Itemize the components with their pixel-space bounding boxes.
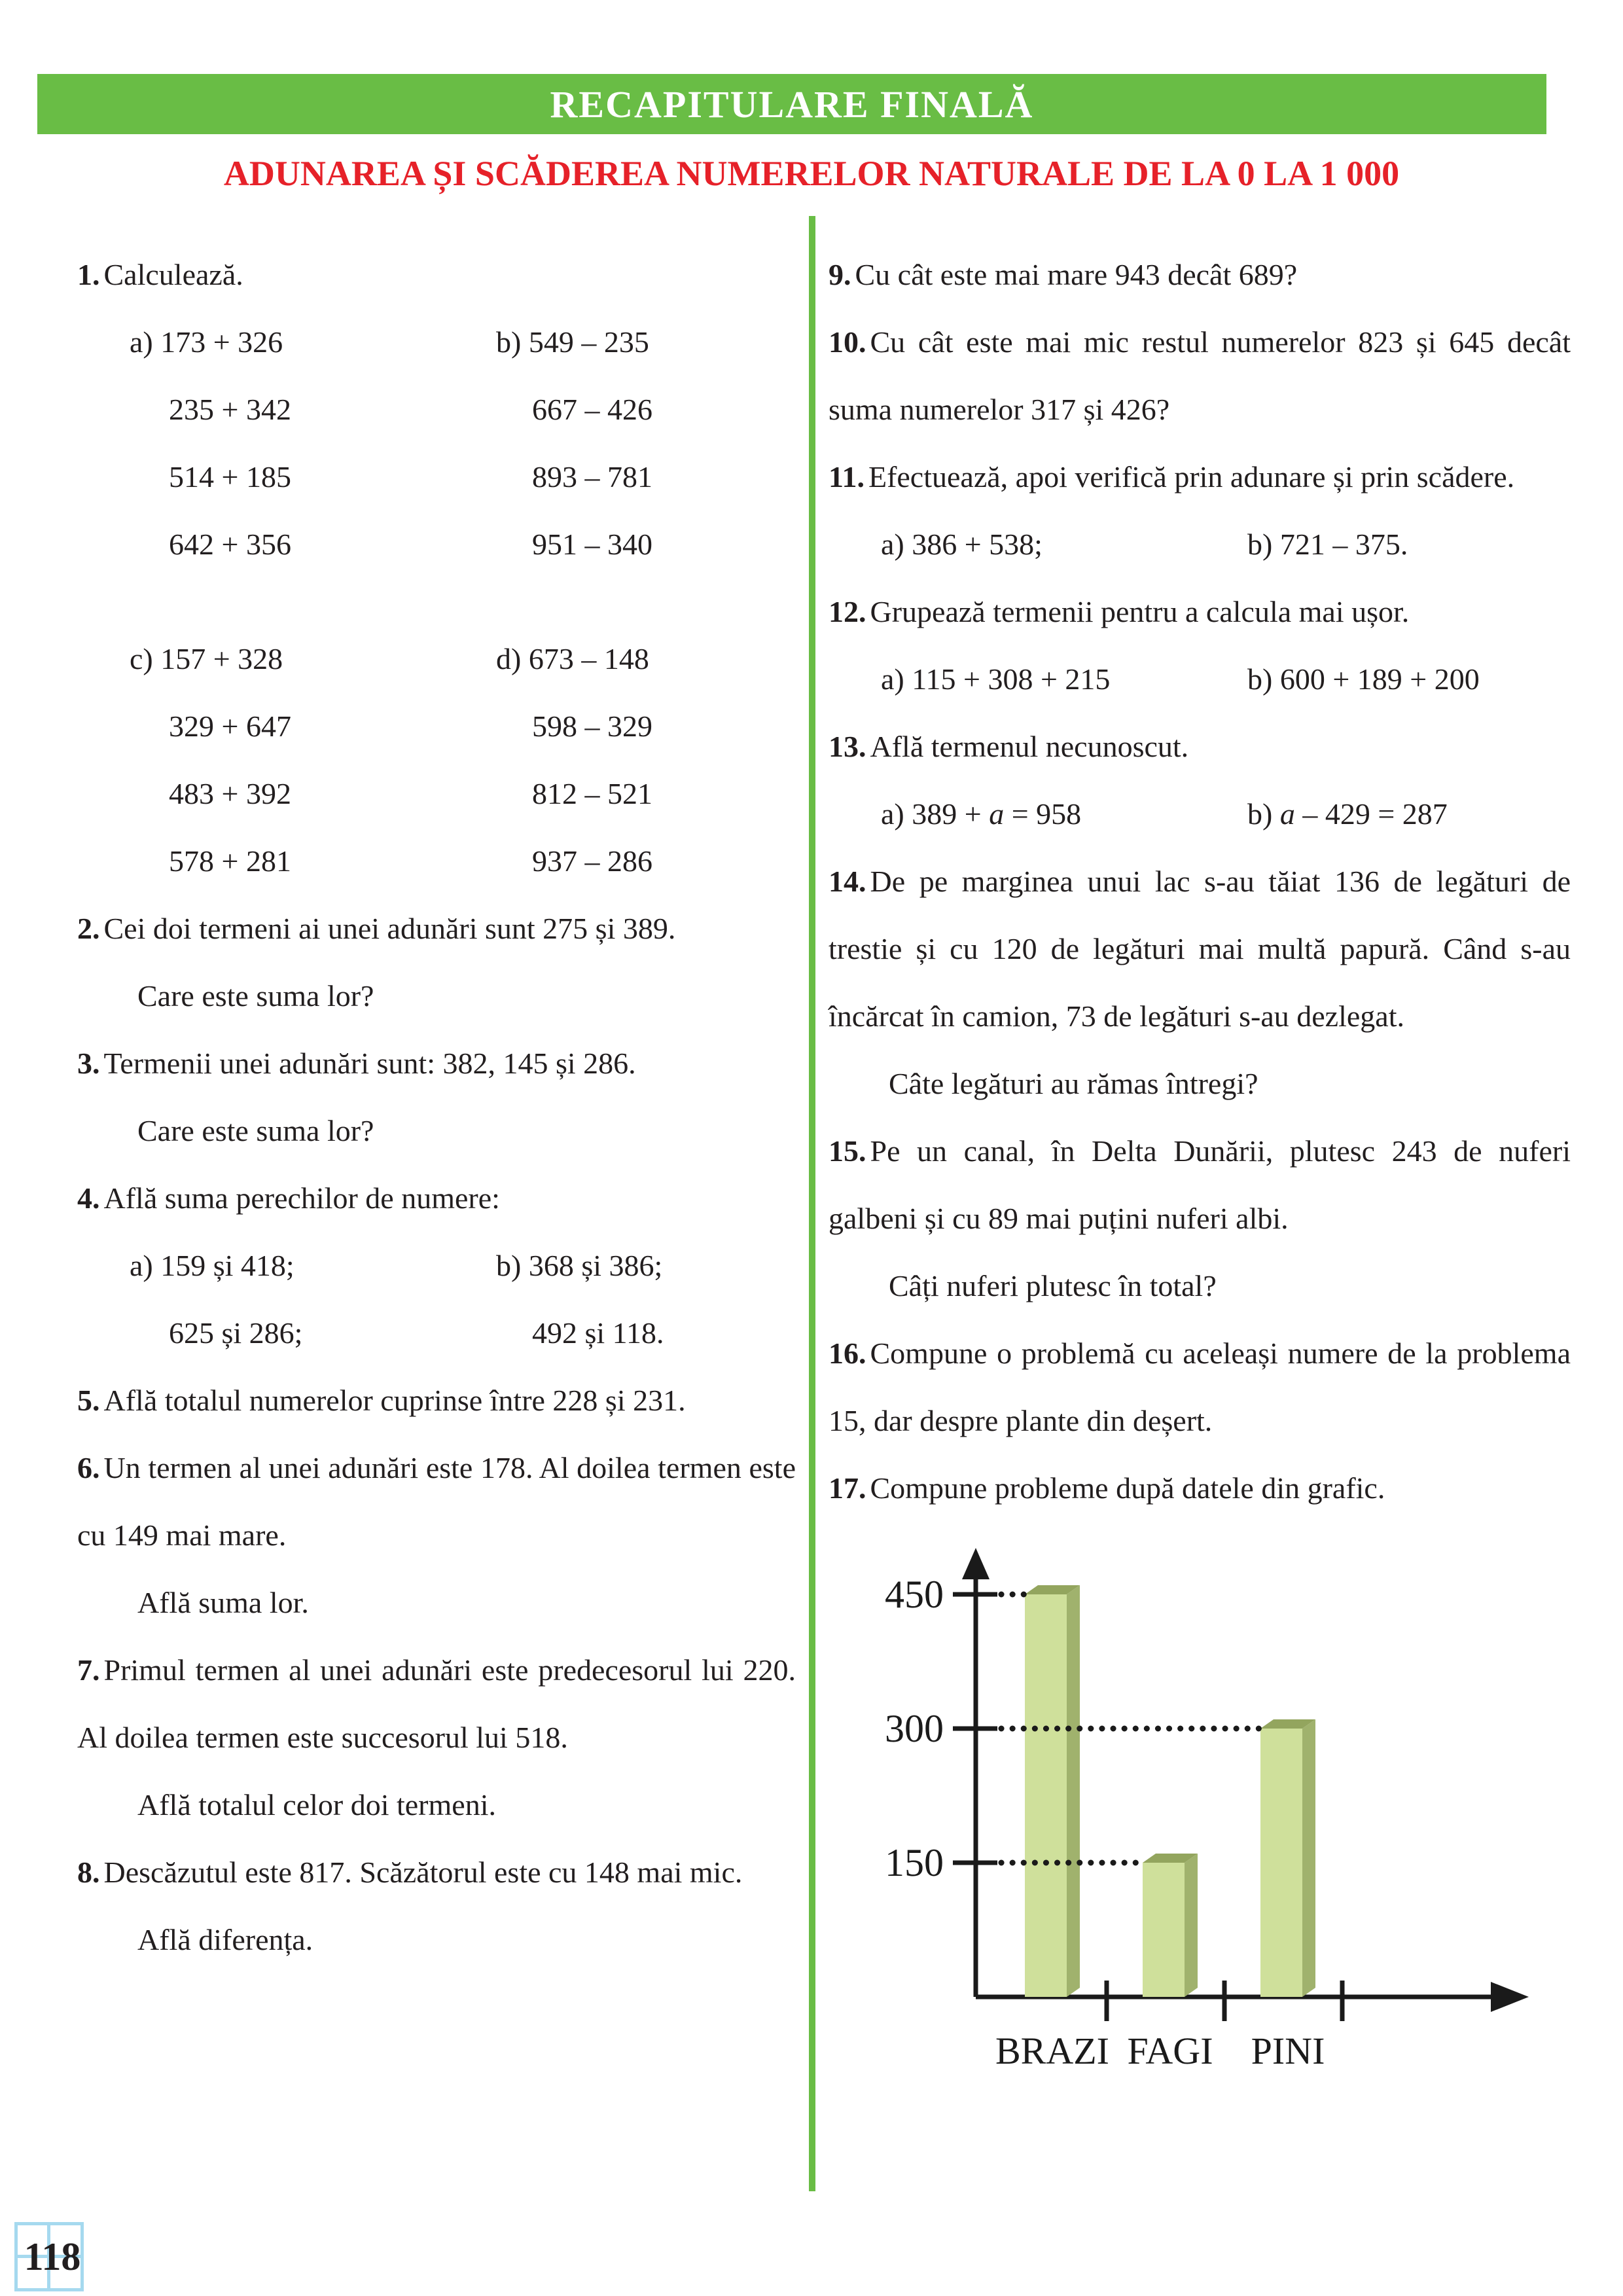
exercise-7: 7. Primul termen al unei adunări este predecesorul lui 220. Al doilea termen este succesorul lui 518. <box>77 1653 796 1754</box>
exercise-row: a) 173 + 326 b) 549 – 235 <box>130 325 649 359</box>
exercise-row: 483 + 392 812 – 521 <box>169 777 652 810</box>
category-label: PINI <box>1251 2030 1325 2072</box>
exercise-row: 329 + 647 598 – 329 <box>169 709 652 743</box>
exercise-number: 13. <box>829 730 866 763</box>
exercise-number: 2. <box>77 912 100 945</box>
exercise-15-question: Câți nuferi plutesc în total? <box>889 1269 1217 1302</box>
exercise-13-items <box>829 780 1571 848</box>
bar-side-face <box>1302 1719 1315 1997</box>
exercise-3: 3. Termenii unei adunări sunt: 382, 145 și 286. <box>77 1047 636 1080</box>
exercise-number: 4. <box>77 1181 100 1215</box>
exercise-row: 514 + 185 893 – 781 <box>169 460 652 493</box>
exercise-number: 9. <box>829 258 851 291</box>
bar-FAGI <box>1143 1863 1185 1997</box>
y-tick-label: 450 <box>885 1573 944 1616</box>
column-divider <box>809 216 815 2191</box>
exercise-14: 14. De pe marginea unui lac s-au tăiat 136 de legături de trestie și cu 120 de legături mai multă papură. Când s-au încărcat în camion, 73 de legături s-au dezlegat. <box>829 865 1571 1033</box>
y-tick-label: 150 <box>885 1841 944 1884</box>
exercise-11-items: a) 386 + 538; b) 721 – 375. <box>881 528 1408 561</box>
exercise-16: 16. Compune o problemă cu aceleași numere de la problema 15, dar despre plante din deșert. <box>829 1336 1571 1437</box>
equation-b: b) a – 429 = 287 <box>1247 797 1448 831</box>
exercise-number: 8. <box>77 1856 100 1889</box>
unknown-term: a <box>989 797 1005 831</box>
exercise-3-question: Care este suma lor? <box>137 1114 374 1147</box>
exercise-6: 6. Un termen al unei adunări este 178. Al doilea termen este cu 149 mai mare. <box>77 1451 796 1552</box>
exercise-row: 625 și 286; 492 și 118. <box>169 1316 664 1350</box>
exercise-7-question: Află totalul celor doi termeni. <box>137 1788 496 1821</box>
exercise-12: 12. Grupează termenii pentru a calcula mai ușor. <box>829 595 1410 628</box>
category-label: FAGI <box>1127 2030 1213 2072</box>
left-column <box>77 241 796 1973</box>
exercise-4-head: 4. Află suma perechilor de numere: <box>77 1181 500 1215</box>
unknown-term: a <box>1279 797 1295 831</box>
exercise-number: 16. <box>829 1336 866 1370</box>
exercise-12-items: a) 115 + 308 + 215 b) 600 + 189 + 200 <box>881 662 1480 696</box>
exercise-1-head: 1. Calculează. <box>77 258 243 291</box>
bar-BRAZI <box>1025 1594 1067 1997</box>
exercise-number: 7. <box>77 1653 100 1687</box>
exercise-15: 15. Pe un canal, în Delta Dunării, plutesc 243 de nuferi galbeni și cu 89 mai puțini nuferi albi. <box>829 1134 1571 1235</box>
exercise-number: 3. <box>77 1047 100 1080</box>
exercise-1-items <box>77 308 796 895</box>
exercise-row: a) 159 și 418; b) 368 și 386; <box>130 1249 663 1282</box>
exercise-2-question: Care este suma lor? <box>137 979 374 1013</box>
exercise-17: 17. Compune probleme după datele din grafic. <box>829 1471 1385 1505</box>
exercise-6-question: Află suma lor. <box>137 1586 309 1619</box>
exercise-number: 17. <box>829 1471 866 1505</box>
y-axis-arrow <box>962 1548 990 1579</box>
exercise-number: 15. <box>829 1134 866 1168</box>
right-column <box>829 241 1571 2105</box>
bar-side-face <box>1067 1585 1080 1997</box>
exercise-number: 1. <box>77 258 100 291</box>
bar-chart-svg <box>829 1539 1571 2102</box>
bar-side-face <box>1185 1854 1198 1997</box>
exercise-8-question: Află diferența. <box>137 1923 313 1956</box>
section-banner <box>37 74 1546 134</box>
exercise-8: 8. Descăzutul este 817. Scăzătorul este cu 148 mai mic. <box>77 1856 743 1889</box>
exercise-number: 10. <box>829 325 866 359</box>
exercise-5: 5. Află totalul numerelor cuprinse între 228 și 231. <box>77 1384 686 1417</box>
exercise-4-items <box>77 1232 796 1367</box>
exercise-number: 5. <box>77 1384 100 1417</box>
category-label: BRAZI <box>995 2030 1109 2072</box>
exercise-row: 642 + 356 951 – 340 <box>169 528 652 561</box>
page-title: ADUNAREA ȘI SCĂDEREA NUMERELOR NATURALE DE LA 0 LA 1 000 <box>223 154 1400 193</box>
bar-chart <box>829 1539 1571 2105</box>
exercise-row: 235 + 342 667 – 426 <box>169 393 652 426</box>
exercise-10: 10. Cu cât este mai mic restul numerelor 823 și 645 decât suma numerelor 317 și 426? <box>829 325 1571 426</box>
y-tick-label: 300 <box>885 1707 944 1750</box>
exercise-9: 9. Cu cât este mai mare 943 decât 689? <box>829 258 1298 291</box>
exercise-number: 14. <box>829 865 866 898</box>
page-number-box <box>14 2222 84 2291</box>
exercise-11: 11. Efectuează, apoi verifică prin adunare și prin scădere. <box>829 460 1515 493</box>
exercise-row: 578 + 281 937 – 286 <box>169 844 652 878</box>
exercise-number: 6. <box>77 1451 100 1484</box>
exercise-number: 11. <box>829 460 865 493</box>
exercise-number: 12. <box>829 595 866 628</box>
exercise-13: 13. Află termenul necunoscut. <box>829 730 1189 763</box>
exercise-row: c) 157 + 328 d) 673 – 148 <box>130 642 649 675</box>
x-axis-arrow <box>1491 1982 1529 2012</box>
exercise-14-question: Câte legături au rămas întregi? <box>889 1067 1258 1100</box>
page-number: 118 <box>24 2234 81 2278</box>
equation-a: a) 389 + a = 958 <box>881 797 1082 831</box>
bar-PINI <box>1260 1729 1302 1997</box>
exercise-2: 2. Cei doi termeni ai unei adunări sunt 275 și 389. <box>77 912 676 945</box>
section-banner-label: RECAPITULARE FINALĂ <box>550 82 1034 126</box>
